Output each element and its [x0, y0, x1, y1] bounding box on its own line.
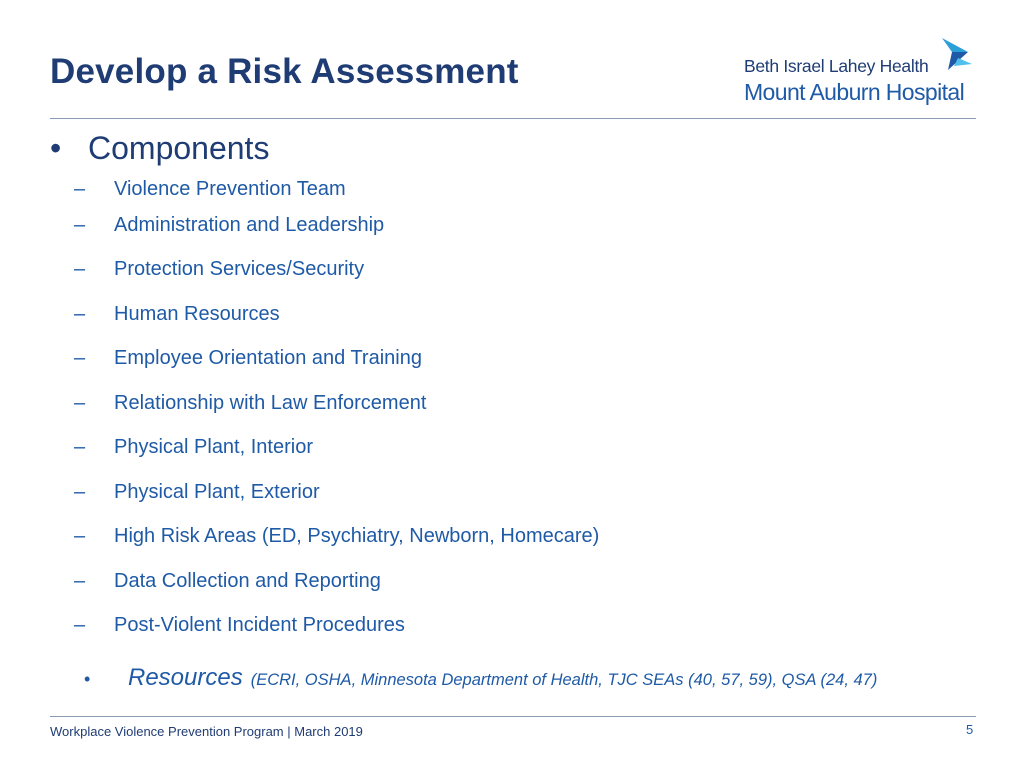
- dash-icon: –: [74, 258, 86, 280]
- resources-bullet: [84, 664, 877, 692]
- list-item-label: High Risk Areas (ED, Psychiatry, Newborn, Homecare): [114, 525, 600, 547]
- list-item: [74, 481, 320, 504]
- page-number: 5: [966, 722, 974, 737]
- resources-label: Resources: [128, 664, 243, 691]
- list-item-label: Post-Violent Incident Procedures: [114, 614, 405, 636]
- dash-icon: –: [74, 481, 86, 503]
- dash-icon: –: [74, 303, 86, 325]
- dash-icon: –: [74, 436, 86, 458]
- header-divider: [50, 118, 976, 119]
- dash-icon: –: [74, 570, 86, 592]
- list-item: [74, 214, 384, 237]
- list-item: [74, 303, 280, 326]
- list-item: [74, 392, 426, 415]
- dash-icon: –: [74, 614, 86, 636]
- resources-detail: (ECRI, OSHA, Minnesota Department of Health, TJC SEAs (40, 57, 59), QSA (24, 47): [250, 671, 878, 689]
- list-item: [74, 614, 405, 637]
- list-item: [74, 570, 381, 593]
- list-item-label: Employee Orientation and Training: [114, 347, 422, 369]
- components-heading: Components: [88, 130, 270, 166]
- dash-icon: –: [74, 525, 86, 547]
- list-item-label: Administration and Leadership: [114, 214, 385, 236]
- list-item-label: Physical Plant, Interior: [114, 436, 313, 458]
- list-item-label: Violence Prevention Team: [114, 178, 346, 200]
- list-item: [74, 525, 599, 548]
- dash-icon: –: [74, 392, 86, 414]
- list-item: [74, 178, 346, 201]
- list-item: [74, 436, 313, 459]
- components-bullet: [50, 130, 269, 167]
- slide-title: Develop a Risk Assessment: [50, 52, 519, 91]
- dash-icon: –: [74, 214, 86, 236]
- list-item: [74, 258, 364, 281]
- list-item-label: Relationship with Law Enforcement: [114, 392, 427, 414]
- bullet-icon: •: [84, 669, 91, 689]
- logo-line-2: Mount Auburn Hospital: [744, 79, 965, 105]
- list-item-label: Human Resources: [114, 303, 280, 325]
- bird-icon: [938, 36, 974, 74]
- dash-icon: –: [74, 347, 86, 369]
- list-item-label: Data Collection and Reporting: [114, 570, 381, 592]
- hospital-logo: [744, 36, 980, 110]
- bullet-icon: •: [50, 130, 62, 166]
- list-item: [74, 347, 422, 370]
- footer-text: Workplace Violence Prevention Program | March 2019: [50, 724, 363, 739]
- dash-icon: –: [74, 178, 86, 200]
- list-item-label: Physical Plant, Exterior: [114, 481, 320, 503]
- logo-line-1: Beth Israel Lahey Health: [744, 56, 929, 76]
- list-item-label: Protection Services/Security: [114, 258, 365, 280]
- footer-divider: [50, 716, 976, 717]
